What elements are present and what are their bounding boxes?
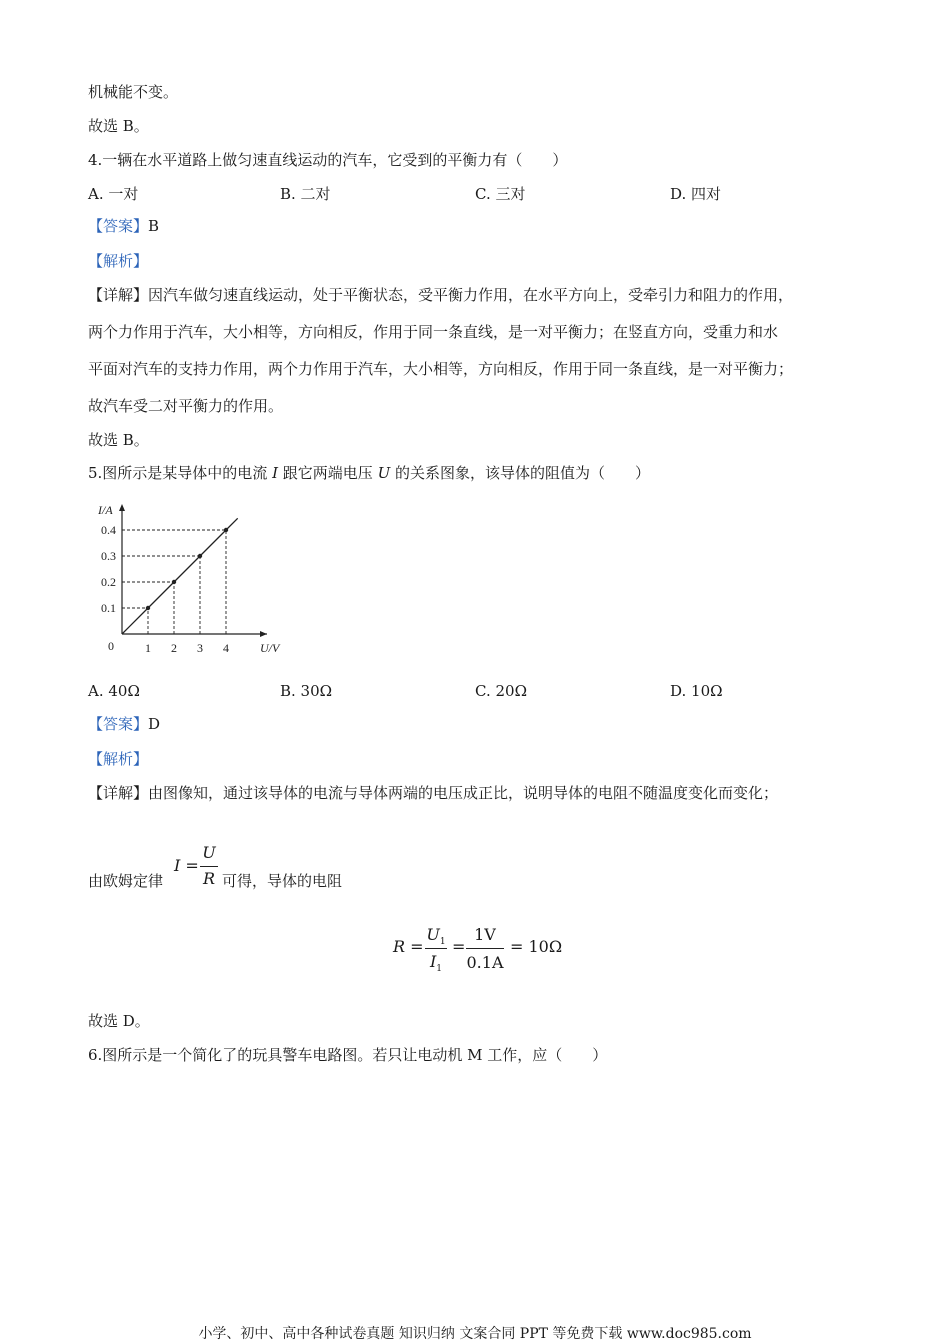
y-axis-label: I/A: [98, 503, 113, 517]
x-tick-label: 2: [171, 641, 177, 655]
q5-stem-part: 的关系图象，该导体的阻值为（ ）: [390, 464, 651, 482]
x-tick-label: 4: [223, 641, 229, 655]
q4-option-c: C. 三对: [475, 185, 526, 203]
x-tick-label: 3: [197, 641, 203, 655]
calc-var-i: I: [429, 952, 437, 971]
y-tick-label: 0.4: [101, 523, 116, 537]
calc-denominator-i: [424, 952, 448, 974]
q5-answer: D: [148, 715, 161, 733]
q4-stem: 4.一辆在水平道路上做匀速直线运动的汽车，它受到的平衡力有（ ）: [88, 151, 568, 169]
fraction-bar: [425, 948, 447, 949]
iu-chart: [92, 498, 282, 658]
q4-detail-line: 平面对汽车的支持力作用，两个力作用于汽车，大小相等，方向相反，作用于同一条直线，是一对平衡力；: [88, 360, 794, 378]
data-point: [146, 606, 150, 610]
q5-detail-line: [88, 783, 778, 803]
q4-detail-line: [88, 285, 793, 305]
ohm-denominator: R: [202, 869, 216, 888]
q6-stem: 6.图所示是一个简化了的玩具警车电路图。若只让电动机 M 工作，应（ ）: [88, 1046, 608, 1064]
q5-analysis-tag: 【解析】: [88, 750, 149, 768]
calc-denominator-value: 0.1A: [466, 953, 504, 972]
y-tick-label: 0.1: [101, 601, 116, 615]
q5-option-b: B. 30Ω: [280, 682, 333, 700]
footer: 小学、初中、高中各种试卷真题 知识归纳 文案合同 PPT 等免费下载 www.doc985.com: [198, 1326, 752, 1342]
calc-result: = 10Ω: [510, 937, 563, 956]
q4-option-d: D. 四对: [670, 185, 722, 203]
q4-detail-line: 故汽车受二对平衡力的作用。: [88, 397, 284, 415]
q4-option-b: B. 二对: [280, 185, 331, 203]
q4-answer: B: [148, 217, 160, 235]
calc-subscript: 1: [436, 964, 443, 975]
y-tick-label: 0.2: [101, 575, 116, 589]
q5-option-c: C. 20Ω: [475, 682, 528, 700]
q5-answer-row: [88, 714, 160, 734]
q4-option-a: A. 一对: [88, 185, 139, 203]
q5-option-d: D. 10Ω: [670, 682, 723, 700]
y-axis-arrow: [119, 504, 125, 511]
q4-answer-row: [88, 216, 159, 236]
x-axis-label: U/V: [260, 641, 280, 655]
answer-tag: 【答案】: [88, 715, 149, 733]
q5-stem-var-i: I: [272, 464, 279, 482]
calc-numerator-value: 1V: [474, 925, 496, 944]
data-point: [224, 528, 228, 532]
x-axis-arrow: [260, 631, 267, 637]
q4-choice: 故选 B。: [88, 431, 149, 449]
answer-tag: 【答案】: [88, 217, 149, 235]
detail-tag: 【详解】: [88, 784, 149, 802]
q5-option-a: A. 40Ω: [88, 682, 140, 700]
q5-stem-var-u: U: [377, 464, 391, 482]
data-point: [198, 554, 202, 558]
fraction-bar: [466, 948, 504, 949]
calc-equals: =: [452, 937, 466, 956]
q5-stem-part: 5.图所示是某导体中的电流: [88, 464, 273, 482]
ohm-numerator: U: [202, 843, 216, 862]
calc-numerator-u: [424, 925, 448, 947]
data-point: [172, 580, 176, 584]
q4-detail-line: 两个力作用于汽车，大小相等，方向相反，作用于同一条直线，是一对平衡力；在竖直方向，受重力和水: [88, 323, 779, 341]
calc-var-u: U: [426, 925, 440, 944]
calc-subscript: 1: [439, 937, 446, 948]
series-line: [122, 518, 238, 634]
q5-choice: 故选 D。: [88, 1012, 150, 1030]
ohm-prefix: 由欧姆定律: [88, 872, 164, 890]
x-tick-label: 1: [145, 641, 151, 655]
ohm-lhs: I =: [174, 856, 199, 875]
q5-stem-part: 跟它两端电压: [278, 464, 378, 482]
q4-detail-text: 因汽车做匀速直线运动，处于平衡状态，受平衡力作用，在水平方向上，受牵引力和阻力的作用，: [148, 286, 794, 304]
detail-tag: 【详解】: [88, 286, 149, 304]
q5-detail-text: 由图像知，通过该导体的电流与导体两端的电压成正比，说明导体的电阻不随温度变化而变化；: [148, 784, 779, 802]
q5-stem: [88, 463, 650, 483]
prev-conclusion: 机械能不变。: [88, 83, 179, 101]
ohm-suffix: 可得，导体的电阻: [222, 872, 343, 890]
fraction-bar: [200, 866, 218, 867]
q4-analysis-tag: 【解析】: [88, 252, 149, 270]
y-tick-label: 0.3: [101, 549, 116, 563]
prev-choice: 故选 B。: [88, 117, 149, 135]
origin-label: 0: [108, 639, 114, 653]
calc-lhs: R =: [393, 937, 424, 956]
